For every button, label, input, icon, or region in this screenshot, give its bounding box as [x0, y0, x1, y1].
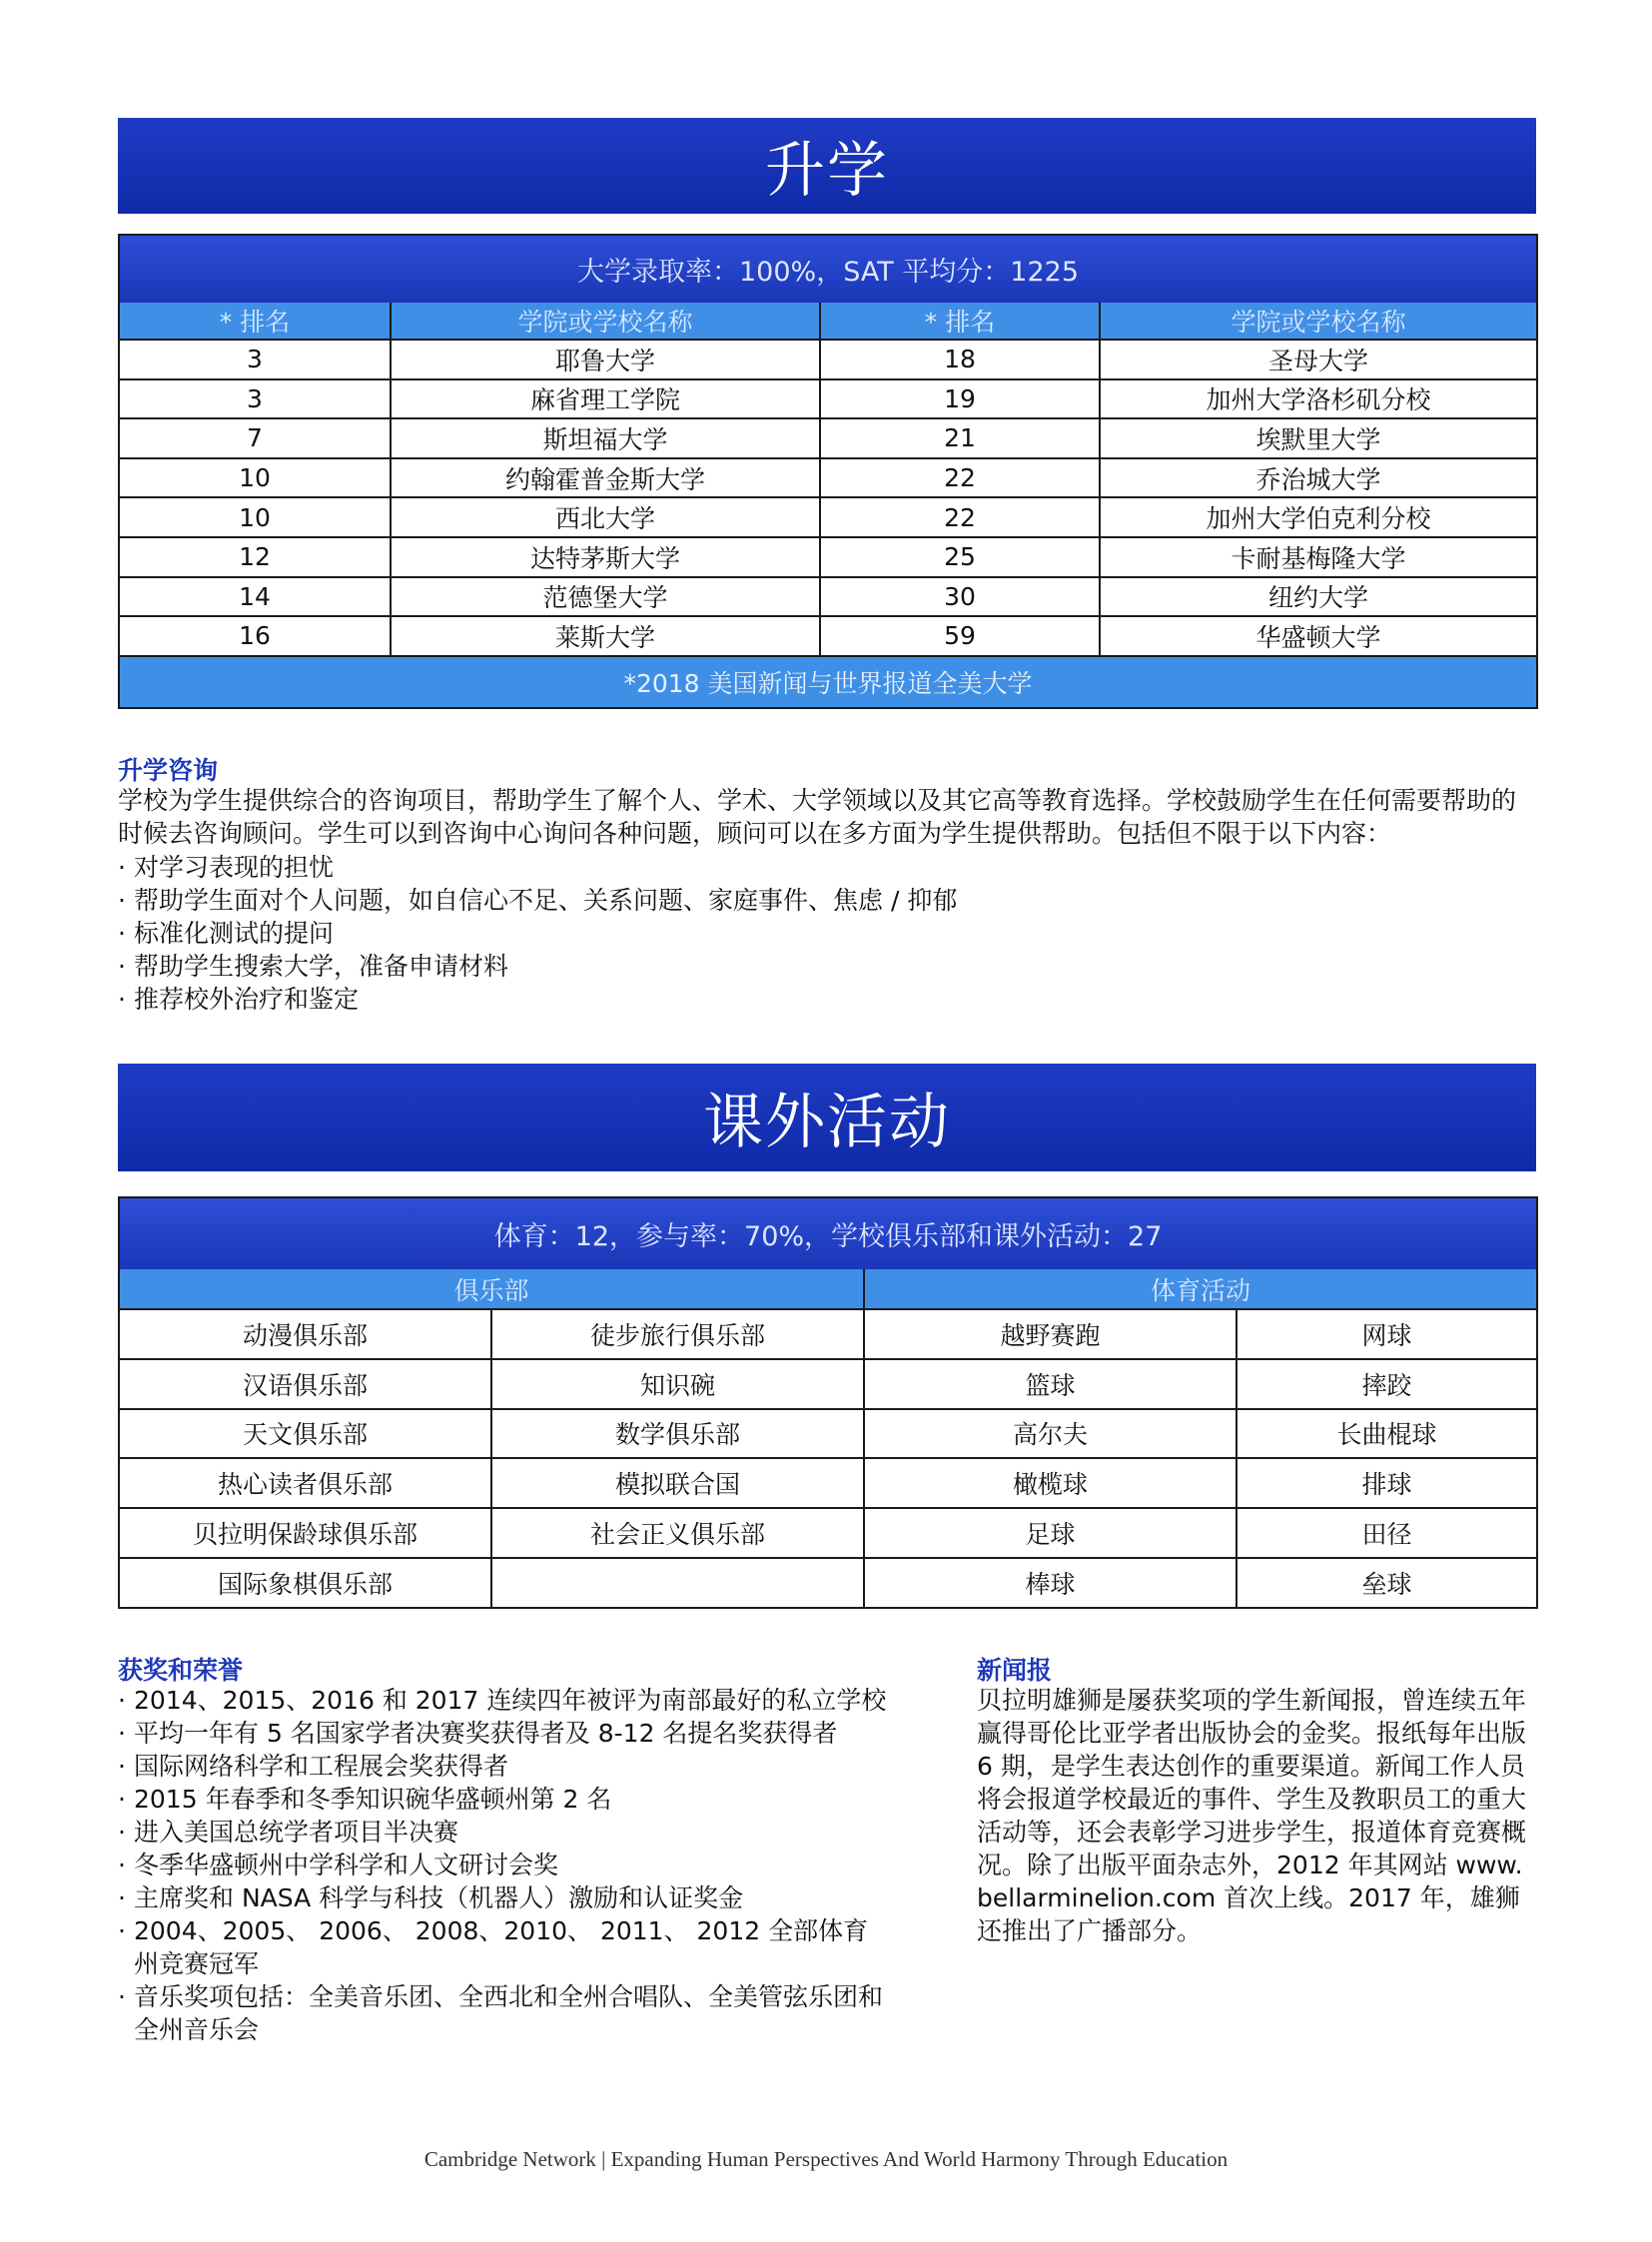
list-item: · 国际网络科学和工程展会奖获得者 — [118, 1752, 509, 1781]
club-cell: 徒步旅行俱乐部 — [491, 1309, 864, 1359]
awards-title: 获奖和荣誉 — [118, 1656, 244, 1685]
list-item: · 标准化测试的提问 — [118, 919, 335, 948]
club-cell: 贝拉明保龄球俱乐部 — [119, 1508, 491, 1558]
table-row — [119, 340, 1537, 379]
counseling-intro: 学校为学生提供综合的咨询项目，帮助学生了解个人、学术、大学领域以及其它高等教育选择。学校鼓励学生在任何需要帮助的时候去咨询顾问。学生可以到咨询中心询问各种问题，顾问可以在多方面为学生提供帮助。包括但不限于以下内容： — [118, 786, 1517, 848]
school-cell: 约翰霍普金斯大学 — [391, 458, 820, 498]
newspaper-title: 新闻报 — [977, 1656, 1053, 1685]
rank-cell: 3 — [119, 340, 391, 379]
admissions-stats: 大学录取率：100%，SAT 平均分：1225 — [119, 235, 1537, 303]
table-row — [119, 577, 1537, 617]
sport-cell: 田径 — [1237, 1508, 1537, 1558]
sport-cell: 篮球 — [864, 1359, 1237, 1409]
newspaper-text: 贝拉明雄狮是屡获奖项的学生新闻报，曾连续五年赢得哥伦比亚学者出版协会的金奖。报纸每年出版 6 期，是学生表达创作的重要渠道。新闻工作人员将会报道学校最近的事件、学生及教职员工的重大活动等，还会表彰学习进步学生，报道体育竞赛概况。除了出版平面杂志外，2012 年其网站 www. bellarminelion.com 首次上线。2017 年，雄狮还推出了广播部分。 — [977, 1686, 1527, 1945]
table-row — [119, 379, 1537, 419]
club-cell: 社会正义俱乐部 — [491, 1508, 864, 1558]
list-item: · 对学习表现的担忧 — [118, 853, 335, 882]
rank-cell: 22 — [820, 497, 1100, 537]
column-header: * 排名 — [820, 303, 1100, 340]
school-cell: 莱斯大学 — [391, 616, 820, 656]
sport-cell: 棒球 — [864, 1558, 1237, 1608]
club-cell — [491, 1558, 864, 1608]
column-header: 学院或学校名称 — [1100, 303, 1537, 340]
rank-cell: 21 — [820, 418, 1100, 458]
rank-cell: 59 — [820, 616, 1100, 656]
school-cell: 加州大学伯克利分校 — [1100, 497, 1537, 537]
sport-cell: 摔跤 — [1237, 1359, 1537, 1409]
table-row — [119, 1508, 1537, 1558]
rank-cell: 18 — [820, 340, 1100, 379]
table-row — [119, 1309, 1537, 1359]
sport-cell: 排球 — [1237, 1458, 1537, 1508]
rank-cell: 3 — [119, 379, 391, 419]
sport-cell: 长曲棍球 — [1237, 1409, 1537, 1459]
list-item: · 2004、2005、 2006、 2008、2010、 2011、 2012 全部体育州竞赛冠军 — [118, 1916, 869, 1978]
rank-cell: 22 — [820, 458, 1100, 498]
school-cell: 西北大学 — [391, 497, 820, 537]
rank-cell: 30 — [820, 577, 1100, 617]
rank-cell: 16 — [119, 616, 391, 656]
club-cell: 模拟联合国 — [491, 1458, 864, 1508]
table-row — [119, 1558, 1537, 1608]
rank-cell: 10 — [119, 497, 391, 537]
club-cell: 知识碗 — [491, 1359, 864, 1409]
sport-cell: 高尔夫 — [864, 1409, 1237, 1459]
club-cell: 汉语俱乐部 — [119, 1359, 491, 1409]
list-item: · 2015 年春季和冬季知识碗华盛顿州第 2 名 — [118, 1785, 612, 1814]
table-row — [119, 616, 1537, 656]
school-cell: 麻省理工学院 — [391, 379, 820, 419]
sport-cell: 越野赛跑 — [864, 1309, 1237, 1359]
sports-header: 体育活动 — [864, 1269, 1537, 1309]
sport-cell: 垒球 — [1237, 1558, 1537, 1608]
club-cell: 天文俱乐部 — [119, 1409, 491, 1459]
list-item: · 帮助学生面对个人问题，如自信心不足、关系问题、家庭事件、焦虑 / 抑郁 — [118, 886, 958, 915]
rank-cell: 12 — [119, 537, 391, 577]
school-cell: 斯坦福大学 — [391, 418, 820, 458]
admissions-title: 升学 — [765, 136, 889, 206]
table-row — [119, 458, 1537, 498]
sport-cell: 橄榄球 — [864, 1458, 1237, 1508]
activities-title: 课外活动 — [703, 1088, 951, 1157]
club-cell: 数学俱乐部 — [491, 1409, 864, 1459]
rank-cell: 25 — [820, 537, 1100, 577]
admissions-table — [118, 234, 1538, 709]
list-item: · 音乐奖项包括：全美音乐团、全西北和全州合唱队、全美管弦乐团和全州音乐会 — [118, 1982, 884, 2044]
table-row — [119, 537, 1537, 577]
list-item: · 帮助学生搜索大学，准备申请材料 — [118, 952, 509, 981]
club-cell: 动漫俱乐部 — [119, 1309, 491, 1359]
list-item: · 进入美国总统学者项目半决赛 — [118, 1818, 459, 1847]
activities-banner — [118, 1064, 1536, 1171]
page-footer: Cambridge Network | Expanding Human Perspectives And World Harmony Through Education — [423, 2147, 1229, 2171]
school-cell: 范德堡大学 — [391, 577, 820, 617]
rank-cell: 14 — [119, 577, 391, 617]
rank-cell: 7 — [119, 418, 391, 458]
school-cell: 达特茅斯大学 — [391, 537, 820, 577]
column-header: * 排名 — [119, 303, 391, 340]
table-row — [119, 418, 1537, 458]
counseling-list — [118, 851, 1536, 1016]
sport-cell: 网球 — [1237, 1309, 1537, 1359]
list-item: · 冬季华盛顿州中学科学和人文研讨会奖 — [118, 1851, 559, 1879]
school-cell: 华盛顿大学 — [1100, 616, 1537, 656]
column-header: 学院或学校名称 — [391, 303, 820, 340]
activities-stats: 体育：12，参与率：70%，学校俱乐部和课外活动：27 — [119, 1197, 1537, 1269]
table-row — [119, 1359, 1537, 1409]
clubs-header: 俱乐部 — [119, 1269, 864, 1309]
club-cell: 热心读者俱乐部 — [119, 1458, 491, 1508]
admissions-banner — [118, 118, 1536, 214]
sport-cell: 足球 — [864, 1508, 1237, 1558]
rank-cell: 19 — [820, 379, 1100, 419]
list-item: · 主席奖和 NASA 科学与科技（机器人）激励和认证奖金 — [118, 1883, 744, 1912]
activities-table — [118, 1196, 1538, 1609]
school-cell: 耶鲁大学 — [391, 340, 820, 379]
club-cell: 国际象棋俱乐部 — [119, 1558, 491, 1608]
school-cell: 乔治城大学 — [1100, 458, 1537, 498]
awards-list — [118, 1684, 887, 2046]
table-row — [119, 1458, 1537, 1508]
counseling-title: 升学咨询 — [118, 756, 219, 785]
school-cell: 卡耐基梅隆大学 — [1100, 537, 1537, 577]
table-row — [119, 497, 1537, 537]
school-cell: 圣母大学 — [1100, 340, 1537, 379]
list-item: · 推荐校外治疗和鉴定 — [118, 985, 360, 1014]
table-row — [119, 1409, 1537, 1459]
school-cell: 加州大学洛杉矶分校 — [1100, 379, 1537, 419]
school-cell: 纽约大学 — [1100, 577, 1537, 617]
list-item: · 2014、2015、2016 和 2017 连续四年被评为南部最好的私立学校 — [118, 1686, 887, 1715]
school-cell: 埃默里大学 — [1100, 418, 1537, 458]
rank-cell: 10 — [119, 458, 391, 498]
ranking-footnote: *2018 美国新闻与世界报道全美大学 — [119, 656, 1537, 708]
list-item: · 平均一年有 5 名国家学者决赛奖获得者及 8-12 名提名奖获得者 — [118, 1719, 838, 1748]
